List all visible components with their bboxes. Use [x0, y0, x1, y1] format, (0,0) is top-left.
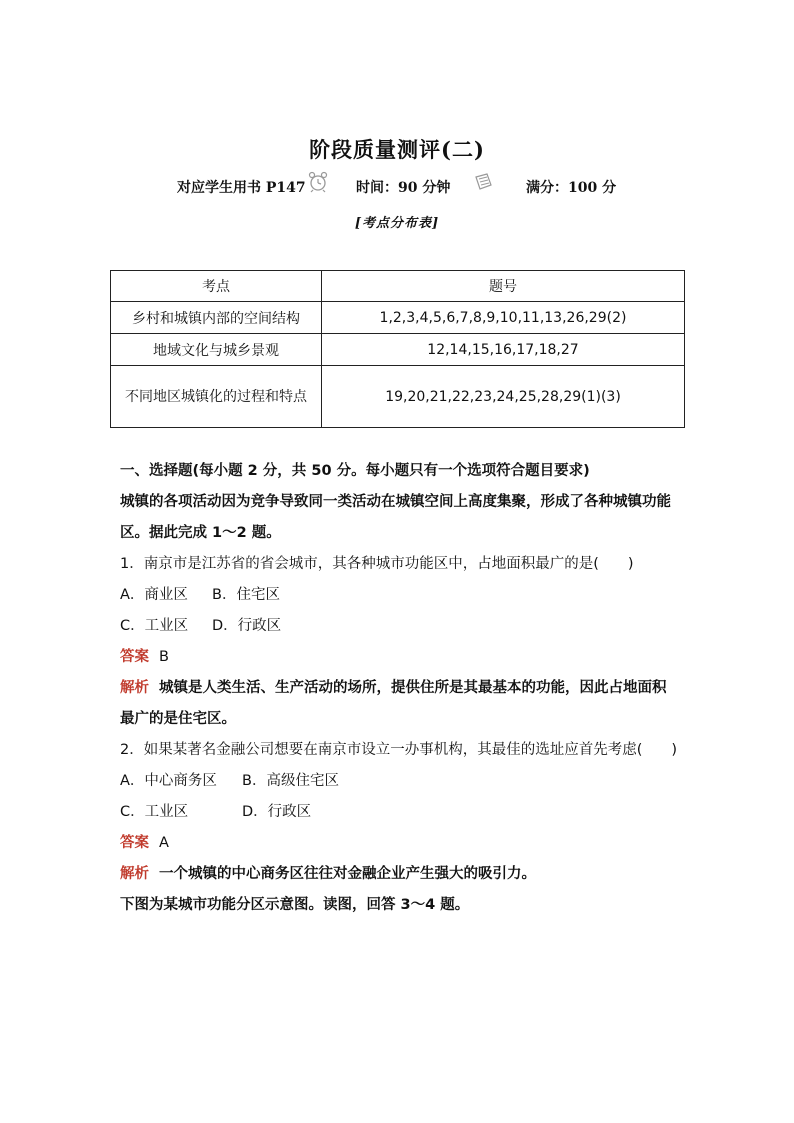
topic-cell: 不同地区城镇化的过程和特点 [111, 366, 322, 428]
question-2-analysis [120, 859, 680, 890]
option-a: A．中心商务区 [120, 773, 217, 789]
question-numbers-cell: 19,20,21,22,23,24,25,28,29(1)(3) [322, 366, 685, 428]
topic-cell: 乡村和城镇内部的空间结构 [111, 302, 322, 334]
full-score: 满分：100 分 [526, 180, 617, 196]
table-row [111, 302, 685, 334]
option-b: B．高级住宅区 [242, 773, 339, 789]
option-c: C．工业区 [120, 804, 189, 820]
header-topic: 考点 [111, 271, 322, 302]
analysis-label: 解析 [120, 866, 149, 882]
question-2-options-row-2 [120, 797, 680, 828]
option-c: C．工业区 [120, 618, 189, 634]
question-1-analysis [120, 673, 680, 735]
question-1-options-row-2 [120, 611, 680, 642]
table-header-row [111, 271, 685, 302]
book-reference: 对应学生用书 P147 [177, 180, 306, 196]
option-a: A．商业区 [120, 587, 188, 603]
page-title: 阶段质量测评(二) [309, 137, 485, 162]
intro-paragraph: 城镇的各项活动因为竞争导致同一类活动在城镇空间上高度集聚，形成了各种城镇功能区。据此完成 1～2 题。 [120, 494, 671, 541]
analysis-text: 一个城镇的中心商务区往往对金融企业产生强大的吸引力。 [159, 866, 536, 882]
topic-cell: 地域文化与城乡景观 [111, 334, 322, 366]
header-question-numbers: 题号 [322, 271, 685, 302]
question-1-options-row-1 [120, 580, 680, 611]
question-2-answer [120, 828, 680, 859]
analysis-label: 解析 [120, 680, 149, 696]
table-row [111, 334, 685, 366]
question-numbers-cell: 1,2,3,4,5,6,7,8,9,10,11,13,26,29(2) [322, 302, 685, 334]
question-1-stem: 1．南京市是江苏省的省会城市，其各种城市功能区中，占地面积最广的是( ) [120, 556, 634, 572]
question-1-answer [120, 642, 680, 673]
option-d: D．行政区 [212, 618, 282, 634]
analysis-text: 城镇是人类生活、生产活动的场所，提供住所是其最基本的功能，因此占地面积最广的是住宅区。 [120, 680, 667, 727]
answer-label: 答案 [120, 649, 149, 665]
question-2-options-row-1 [120, 766, 680, 797]
question-2-stem: 2．如果某著名金融公司想要在南京市设立一办事机构，其最佳的选址应首先考虑( ) [120, 742, 678, 758]
paper-icon [473, 173, 493, 191]
answer-value: A [159, 835, 169, 851]
answer-label: 答案 [120, 835, 149, 851]
section-heading: 一、选择题(每小题 2 分，共 50 分。每小题只有一个选项符合题目要求) [120, 463, 590, 479]
option-d: D．行政区 [242, 804, 312, 820]
intro-paragraph-2: 下图为某城市功能分区示意图。读图，回答 3～4 题。 [120, 897, 470, 913]
table-row [111, 366, 685, 428]
exam-time: 时间：90 分钟 [356, 180, 451, 196]
alarm-clock-icon [308, 171, 328, 193]
option-b: B．住宅区 [212, 587, 280, 603]
answer-value: B [159, 649, 169, 665]
topic-distribution-table [110, 270, 685, 428]
question-numbers-cell: 12,14,15,16,17,18,27 [322, 334, 685, 366]
distribution-heading: [考点分布表] [354, 216, 440, 231]
question-content [120, 456, 680, 921]
